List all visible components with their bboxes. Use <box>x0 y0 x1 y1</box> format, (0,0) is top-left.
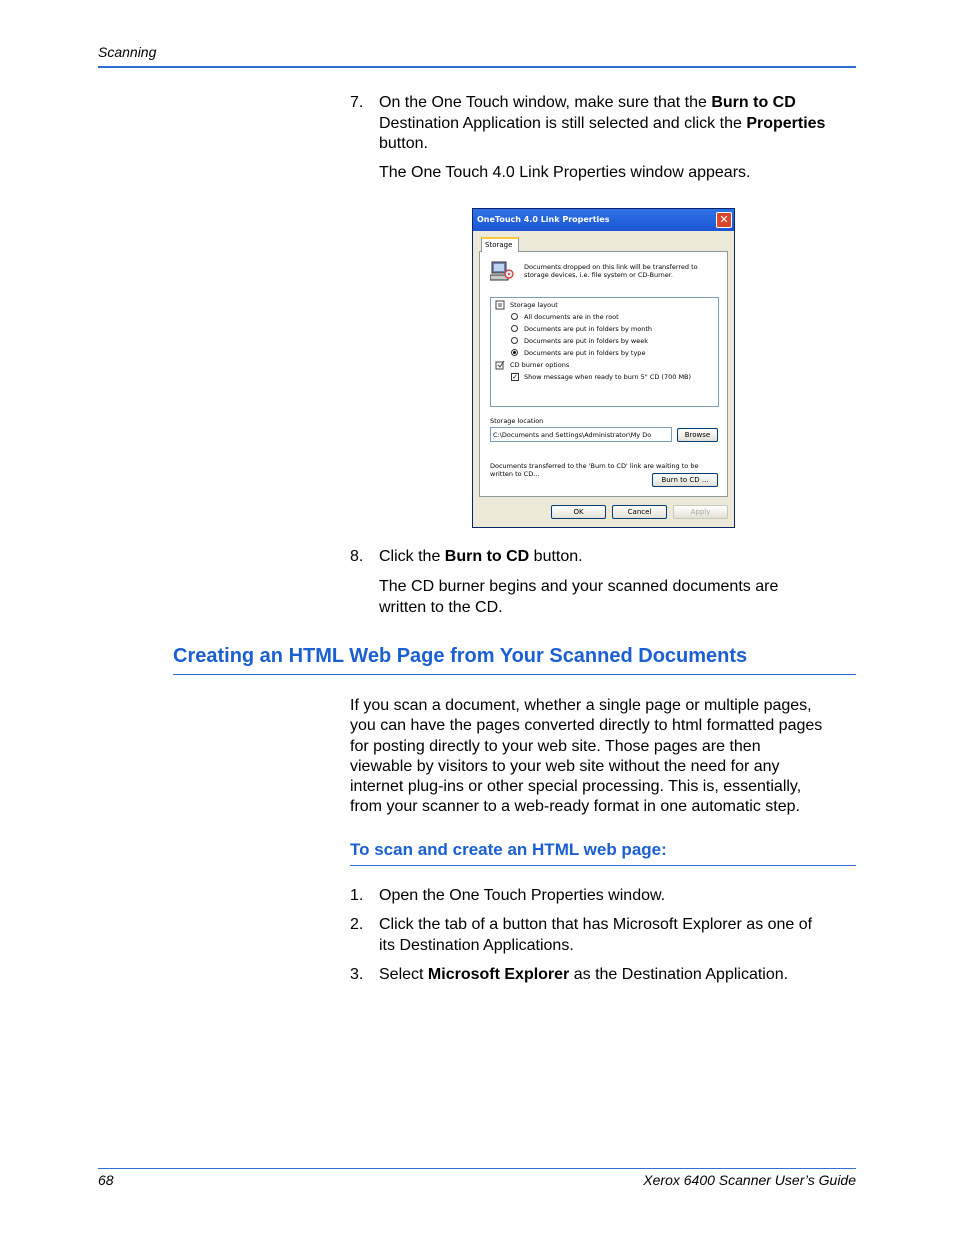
cd-options-icon <box>495 360 505 370</box>
text-run: as the Destination Application. <box>569 966 789 983</box>
procedure-step-3 <box>350 965 856 986</box>
dialog-title: OneTouch 4.0 Link Properties <box>477 215 610 224</box>
step-number: 2. <box>350 916 364 933</box>
ok-button[interactable]: OK <box>551 505 606 519</box>
guide-title: Xerox 6400 Scanner User’s Guide <box>643 1172 856 1188</box>
step-number: 8. <box>350 548 364 565</box>
storage-options-tree <box>490 297 719 407</box>
description-line: Documents dropped on this link will be transferred to <box>524 263 698 271</box>
radio-month[interactable] <box>511 325 518 332</box>
result-line: The CD burner begins and your scanned documents are <box>379 578 779 595</box>
result-line: written to the CD. <box>379 598 503 616</box>
intro-line: for posting directly to your web site. Those pages are then <box>350 737 761 755</box>
running-header: Scanning <box>98 44 157 60</box>
show-message-checkbox[interactable]: ✓ <box>512 373 518 381</box>
transfer-note-line: Documents transferred to the 'Burn to CD' link are waiting to be <box>490 462 699 470</box>
transfer-note-line: written to CD... <box>490 470 540 478</box>
burn-to-cd-button[interactable]: Burn to CD ... <box>652 473 718 487</box>
step-text: Open the One Touch Properties window. <box>379 887 666 904</box>
step-8-result <box>379 577 856 618</box>
procedure-rule <box>350 865 856 866</box>
option-label: Documents are put in folders by week <box>524 337 648 345</box>
step-text <box>379 915 856 956</box>
storage-location-input[interactable] <box>490 427 672 442</box>
text-run: Select <box>379 966 428 983</box>
text-run: Destination Application is still selected and click the <box>379 114 747 132</box>
bold-term: Burn to CD <box>444 548 530 565</box>
cancel-button[interactable]: Cancel <box>612 505 667 519</box>
step-text <box>379 93 856 155</box>
option-label: Documents are put in folders by type <box>524 349 646 357</box>
radio-root[interactable] <box>511 313 518 320</box>
apply-button[interactable]: Apply <box>673 505 728 519</box>
radio-week[interactable] <box>511 337 518 344</box>
show-message-label: Show message when ready to burn 5" CD (700 MB) <box>524 373 692 381</box>
step-text <box>379 547 856 568</box>
intro-line: from your scanner to a web-ready format in one automatic step. <box>350 798 800 816</box>
tab-storage[interactable]: Storage <box>481 237 519 252</box>
procedure-step-2 <box>350 915 856 956</box>
intro-line: internet plug-ins or other special processing. This is, essentially, <box>350 778 802 796</box>
bold-term: Burn to CD <box>711 94 796 111</box>
section-rule <box>173 674 856 675</box>
step-number: 3. <box>350 966 364 983</box>
cd-burner-options-label: CD burner options <box>510 361 570 369</box>
description-line: storage devices, i.e. file system or CD-Burner. <box>524 271 673 279</box>
step-7-result: The One Touch 4.0 Link Properties window appears. <box>379 164 751 181</box>
storage-panel <box>479 251 728 497</box>
folder-tree-icon <box>495 300 505 310</box>
intro-line: viewable by visitors to your web site without the need for any <box>350 757 780 775</box>
browse-button[interactable]: Browse <box>677 428 718 442</box>
step-text <box>379 965 856 986</box>
step-line: Click the tab of a button that has Microsoft Explorer as one of <box>379 916 813 933</box>
step-7 <box>350 93 856 155</box>
close-icon[interactable]: ✕ <box>716 212 732 228</box>
step-number: 1. <box>350 887 364 904</box>
procedure-step-1 <box>350 886 856 907</box>
dialog-titlebar <box>473 209 734 231</box>
storage-layout-label: Storage layout <box>510 301 558 309</box>
storage-location-value: C:\Documents and Settings\Administrator\My Do <box>493 431 652 439</box>
option-label: Documents are put in folders by month <box>524 325 653 333</box>
header-rule <box>98 66 856 68</box>
option-label: All documents are in the root <box>524 313 619 321</box>
text-run: button. <box>529 548 583 565</box>
bold-term: Properties <box>746 114 826 132</box>
intro-line: If you scan a document, whether a single page or multiple pages, <box>350 697 812 714</box>
footer-rule <box>98 1168 856 1169</box>
storage-location-label: Storage location <box>490 417 544 425</box>
text-run: On the One Touch window, make sure that the <box>379 94 712 111</box>
text-run: Click the <box>379 548 445 565</box>
step-number: 7. <box>350 94 364 111</box>
link-properties-dialog <box>472 208 735 528</box>
step-8 <box>350 547 856 568</box>
radio-type[interactable] <box>511 349 518 356</box>
procedure-title: To scan and create an HTML web page: <box>350 840 667 859</box>
intro-line: you can have the pages converted directly to html formatted pages <box>350 717 823 735</box>
text-run: button. <box>379 135 428 152</box>
section-title: Creating an HTML Web Page from Your Scanned Documents <box>173 645 748 667</box>
intro-paragraph <box>350 696 856 818</box>
computer-icon <box>490 260 514 282</box>
page-number: 68 <box>98 1172 114 1188</box>
bold-term: Microsoft Explorer <box>427 966 570 983</box>
step-line: its Destination Applications. <box>379 936 574 954</box>
